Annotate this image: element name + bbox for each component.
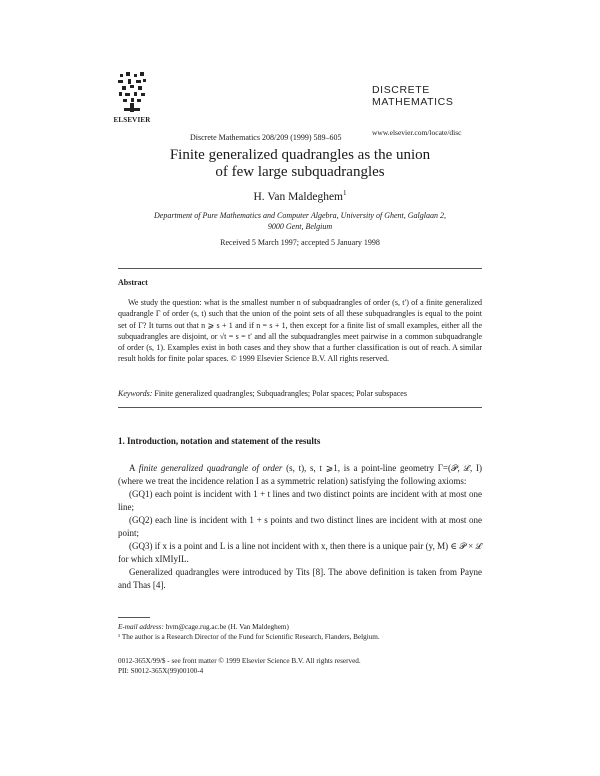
affiliation: [0, 210, 600, 232]
email-text[interactable]: hvm@cage.rug.ac.be (H. Van Maldeghem): [163, 623, 289, 631]
publisher-name: ELSEVIER: [113, 116, 151, 124]
journal-brand: [372, 84, 453, 108]
abstract-text: We study the question: what is the smallest number n of subquadrangles of order (s, t′) of a finite generalized quadrangle Γ of order (s, t) such that the union of the point sets of all these subquadrangles is equal to the point set of Γ? It turns out that n ⩾ s + 1 and if n = s + 1, then except for a finite list of small examples, either all the subquadrangles are disjoint, or √t = s = t′ and all the subquadrangles meet pairwise in a common subquadrangle of order (s, 1). Examples exist in both cases and they show that a further classification is out of reach. A similar result holds for finite polar spaces. © 1999 Elsevier Science B.V. All rights reserved.: [118, 298, 482, 364]
abstract-body: [118, 297, 482, 365]
axiom-gq2: (GQ2) each line is incident with 1 + s points and two distinct lines are incident with at most one point;: [118, 515, 482, 538]
divider-bottom: [118, 407, 482, 408]
keywords: [118, 389, 482, 398]
received-dates: Received 5 March 1997; accepted 5 January 1998: [220, 238, 380, 247]
copyright-line-1: 0012-365X/99/$ - see front matter © 1999 Elsevier Science B.V. All rights reserved.: [118, 657, 361, 665]
para1-pre: A: [129, 463, 139, 473]
publisher-logo: [112, 70, 152, 124]
axiom-gq1: (GQ1) each point is incident with 1 + t lines and two distinct points are incident with at most one line;: [118, 489, 482, 512]
footnote-rule: [118, 617, 150, 618]
affiliation-line-1: Department of Pure Mathematics and Computer Algebra, University of Ghent, Galglaan 2,: [154, 211, 446, 220]
para-history: Generalized quadrangles were introduced by Tits [8]. The above definition is taken from Payne and Thas [4].: [118, 567, 482, 590]
elsevier-tree-icon: [114, 70, 150, 114]
affiliation-line-2: 9000 Gent, Belgium: [267, 222, 333, 231]
para-definition: [118, 462, 482, 488]
keywords-label: Keywords:: [118, 389, 153, 398]
footnote-1: ¹ The author is a Research Director of the Fund for Scientific Research, Flanders, Belgium.: [118, 633, 380, 641]
section-heading: 1. Introduction, notation and statement of the results: [118, 436, 321, 446]
author-name: H. Van Maldeghem: [253, 190, 344, 203]
article-title: [0, 147, 600, 181]
axiom-gq3: (GQ3) if x is a point and L is a line not incident with x, then there is a unique pair (y, M) ∈ 𝒫 × ℒ for which xIMIyIL.: [118, 541, 482, 564]
abstract-heading: Abstract: [118, 278, 148, 287]
journal-url[interactable]: www.elsevier.com/locate/disc: [372, 128, 462, 137]
journal-brand-line1: DISCRETE: [372, 84, 430, 96]
pii-line: PII: S0012-365X(99)00100-4: [118, 667, 204, 675]
author: [0, 189, 600, 203]
copyright-block: [118, 656, 498, 676]
journal-citation: Discrete Mathematics 208/209 (1999) 589–605: [190, 133, 342, 142]
footnote-email: [118, 622, 498, 632]
title-line-2: of few large subquadrangles: [215, 164, 385, 180]
email-label: E-mail address:: [118, 623, 164, 631]
keywords-text: Finite generalized quadrangles; Subquadrangles; Polar spaces; Polar subspaces: [154, 389, 407, 398]
footnotes: [118, 622, 498, 642]
section-body: [118, 462, 482, 592]
divider-top: [118, 268, 482, 269]
author-footnote-mark: 1: [343, 189, 347, 197]
journal-brand-line2: MATHEMATICS: [372, 96, 454, 108]
para1-post: (s, t), s, t ⩾1, is a point-line geometry Γ=(𝒫, ℒ, I) (where we treat the incidence relation I as a symmetric relation) satisfying the following axioms:: [118, 463, 482, 486]
para1-em: finite generalized quadrangle of order: [138, 463, 283, 473]
title-line-1: Finite generalized quadrangles as the union: [169, 147, 431, 163]
